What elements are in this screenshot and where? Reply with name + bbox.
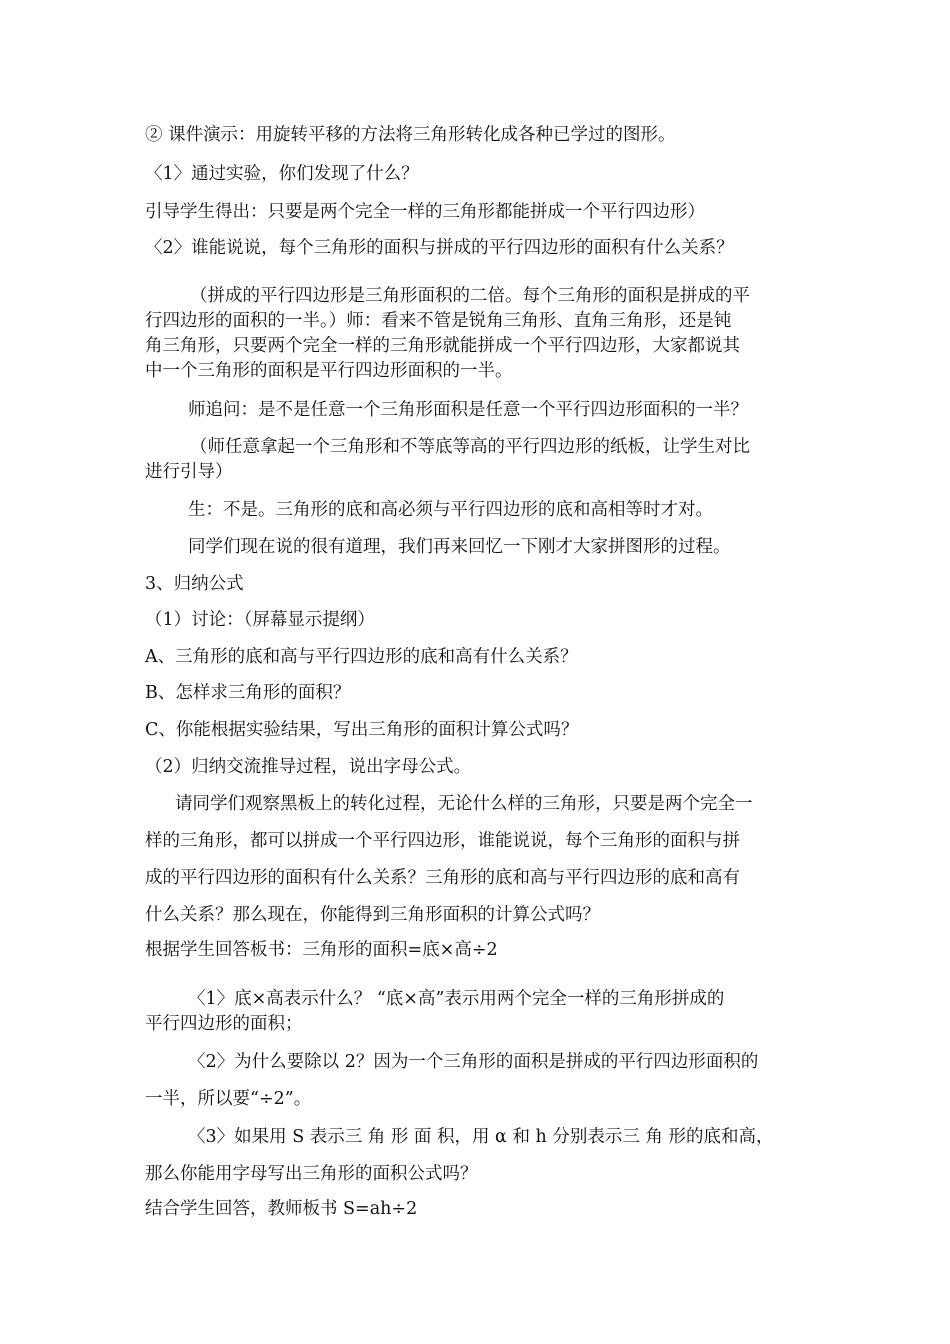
answer-paragraph-line-2: 行四边形的面积的一半。）师：看来不管是锐角三角形、直角三角形，还是钝 bbox=[145, 311, 732, 331]
explain-1-line-1: 〈1〉底×高表示什么？ “底×高”表示用两个完全一样的三角形拼成的 bbox=[188, 989, 725, 1009]
outline-item-a: A、三角形的底和高与平行四边形的底和高有什么关系？ bbox=[145, 647, 578, 667]
teacher-follow-up: 师追问：是不是任意一个三角形面积是任意一个平行四边形面积的一半？ bbox=[188, 400, 748, 420]
induction-heading: （2）归纳交流推导过程，说出字母公式。 bbox=[145, 757, 472, 777]
observation-paragraph-line-2: 样的三角形，都可以拼成一个平行四边形，谁能说说，每个三角形的面积与拼 bbox=[145, 831, 740, 851]
question-2-relation: 〈2〉谁能说说，每个三角形的面积与拼成的平行四边形的面积有什么关系？ bbox=[145, 238, 734, 258]
question-1-experiment: 〈1〉通过实验，你们发现了什么？ bbox=[145, 164, 419, 184]
explain-2-line-2: 一半，所以要“÷2”。 bbox=[145, 1089, 312, 1109]
discussion-heading: （1）讨论：（屏幕显示提纲） bbox=[145, 610, 375, 630]
explain-3-line-1: 〈3〉如果用 S 表示三 角 形 面 积，用 α 和 h 分别表示三 角 形的底和高， bbox=[188, 1127, 774, 1147]
step-courseware-demo: ② 课件演示：用旋转平移的方法将三角形转化成各种已学过的图形。 bbox=[145, 125, 676, 145]
answer-paragraph-line-1: （拼成的平行四边形是三角形面积的二倍。每个三角形的面积是拼成的平 bbox=[190, 286, 750, 306]
outline-item-b: B、怎样求三角形的面积？ bbox=[145, 683, 351, 703]
teacher-action-line-1: （师任意拿起一个三角形和不等底等高的平行四边形的纸板，让学生对比 bbox=[190, 437, 750, 457]
observation-paragraph-line-1: 请同学们观察黑板上的转化过程，无论什么样的三角形，只要是两个完全一 bbox=[175, 794, 753, 814]
answer-paragraph-line-4: 中一个三角形的面积是平行四边形面积的一半。 bbox=[145, 361, 513, 381]
section-heading-induce-formula: 3、归纳公式 bbox=[145, 574, 244, 594]
guide-conclusion: 引导学生得出：只要是两个完全一样的三角形都能拼成一个平行四边形） bbox=[145, 202, 705, 222]
outline-item-c: C、你能根据实验结果，写出三角形的面积计算公式吗？ bbox=[145, 720, 579, 740]
answer-paragraph-line-3: 角三角形，只要两个完全一样的三角形就能拼成一个平行四边形，大家都说其 bbox=[145, 336, 740, 356]
explain-1-line-2: 平行四边形的面积； bbox=[145, 1014, 303, 1034]
observation-paragraph-line-3: 成的平行四边形的面积有什么关系？三角形的底和高与平行四边形的底和高有 bbox=[145, 868, 740, 888]
board-formula-words: 根据学生回答板书：三角形的面积=底×高÷2 bbox=[145, 940, 498, 960]
student-answer: 生：不是。三角形的底和高必须与平行四边形的底和高相等时才对。 bbox=[188, 500, 713, 520]
observation-paragraph-line-4: 什么关系？那么现在，你能得到三角形面积的计算公式吗？ bbox=[145, 905, 600, 925]
explain-2-line-1: 〈2〉为什么要除以 2？因为一个三角形的面积是拼成的平行四边形面积的 bbox=[188, 1052, 759, 1072]
board-formula-letters: 结合学生回答，教师板书 S=ah÷2 bbox=[145, 1199, 418, 1219]
teacher-remark: 同学们现在说的很有道理，我们再来回忆一下刚才大家拼图形的过程。 bbox=[188, 537, 731, 557]
teacher-action-line-2: 进行引导） bbox=[145, 462, 233, 482]
explain-3-line-2: 那么你能用字母写出三角形的面积公式吗？ bbox=[145, 1164, 478, 1184]
